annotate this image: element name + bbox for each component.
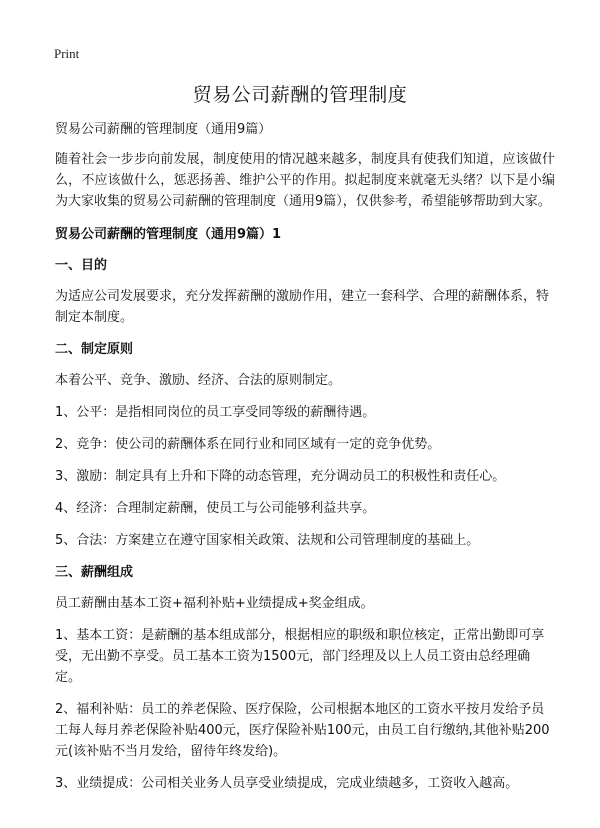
principle-economy: 4、经济：合理制定薪酬，使员工与公司能够利益共享。 [55, 501, 376, 516]
composition-benefits: 2、福利补贴：员工的养老保险、医疗保险，公司根据本地区的工资水平按月发给予员工每人每月养老保险补贴400元，医疗保险补贴100元，由员工自行缴纳,其他补贴200元(该补贴不当月发给，留待年终发给)。 [55, 702, 550, 759]
article-heading: 贸易公司薪酬的管理制度（通用9篇）1 [55, 227, 282, 242]
intro-paragraph: 随着社会一步步向前发展，制度使用的情况越来越多，制度具有使我们知道，应该做什么，不应该做什么，惩恶扬善、维护公平的作用。拟起制度来就毫无头绪？以下是小编为大家收集的贸易公司薪酬的管理制度（通用9篇），仅供参考，希望能够帮助到大家。 [55, 152, 555, 209]
print-link[interactable]: Print [54, 46, 80, 61]
composition-commission: 3、业绩提成：公司相关业务人员享受业绩提成，完成业绩越多，工资收入越高。 [55, 776, 519, 791]
composition-base-salary: 1、基本工资：是薪酬的基本组成部分，根据相应的职级和职位核定，正常出勤即可享受，无出勤不享受。员工基本工资为1500元，部门经理及以上人员工资由总经理确定。 [55, 628, 545, 685]
document-subtitle: 贸易公司薪酬的管理制度（通用9篇） [55, 122, 272, 137]
page-title: 贸易公司薪酬的管理制度 [192, 84, 408, 106]
document-body [55, 119, 555, 805]
purpose-paragraph: 为适应公司发展要求，充分发挥薪酬的激励作用，建立一套科学、合理的薪酬体系，特制定本制度。 [55, 289, 550, 325]
principles-intro: 本着公平、竞争、激励、经济、合法的原则制定。 [55, 373, 342, 388]
section-heading-principles: 二、制定原则 [55, 342, 134, 357]
composition-intro: 员工薪酬由基本工资+福利补贴+业绩提成+奖金组成。 [55, 596, 374, 611]
section-heading-composition: 三、薪酬组成 [55, 565, 134, 580]
principle-incentive: 3、激励：制定具有上升和下降的动态管理，充分调动员工的积极性和责任心。 [55, 469, 506, 484]
principle-fairness: 1、公平：是指相同岗位的员工享受同等级的薪酬待遇。 [55, 405, 376, 420]
section-heading-purpose: 一、目的 [55, 258, 108, 273]
principle-legality: 5、合法：方案建立在遵守国家相关政策、法规和公司管理制度的基础上。 [55, 533, 480, 548]
principle-competition: 2、竞争：使公司的薪酬体系在同行业和同区域有一定的竞争优势。 [55, 437, 441, 452]
